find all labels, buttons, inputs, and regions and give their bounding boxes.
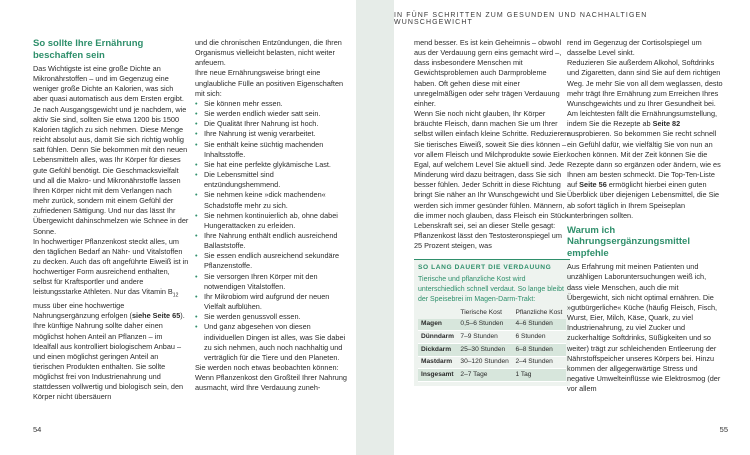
list-item: • Sie werden genussvoll essen.: [195, 312, 351, 322]
info-box-intro: Tierische und pflanzliche Kost wird unterschiedlich schnell verdaut. So lange bleibt der Speisebrei im Magen-Darm-Trakt:: [418, 276, 564, 303]
list-item: • Ihr Mikrobiom wird aufgrund der neuen Vielfalt aufblühen.: [195, 292, 351, 312]
paragraph: Reduzieren Sie außerdem Alkohol, Softdrinks und Zigaretten, dann sind Sie auf dem richtigen Weg. Je mehr Sie von all dem weglassen, desto mehr trägt Ihre Ernährung zum Erreichen Ihres Wunschgewichts und zu Ihrer Gesundheit bei.: [567, 58, 723, 108]
paragraph: [567, 109, 723, 221]
paragraph: und die chronischen Entzündungen, die Ihren Organismus vielleicht belasten, nicht weiter anfeuern.: [195, 38, 342, 68]
list-item: • Sie nehmen kontinuierlich ab, ohne dabei Hungerattacken zu erleiden.: [195, 211, 351, 231]
table-header-row: [418, 308, 566, 319]
paragraph-text: In hochwertiger Pflanzenkost steckt alles, um den täglichen Bedarf an Nähr- und Vitalstoffen zu decken. Auch das oft angeführte Eiweiß ist in hochwertiger Form ausreichend enthalten, selbst für Kraftsportler und andere leistungsstarke Athleten. Nur das Vitamin B: [33, 236, 189, 297]
subscript: 12: [172, 292, 179, 299]
paragraph: rend im Gegenzug der Cortisolspiegel um dasselbe Level sinkt.: [567, 38, 702, 58]
list-item: • Sie können mehr essen.: [195, 99, 351, 109]
table-row: [418, 331, 566, 344]
table-cell: 2–4 Stunden: [512, 356, 566, 369]
list-item: • Und ganz abgesehen von diesen individuellen Dingen ist alles, was Sie dabei zu sich nehmen, auch noch nachhaltig und verträglich für die Tiere und den Planeten.: [195, 322, 351, 363]
list-item: • Die Qualität Ihrer Nahrung ist hoch.: [195, 119, 351, 129]
page-number-left: 54: [33, 425, 42, 434]
paragraph-text: ausprobieren. So bekommen Sie recht schnell ein Gefühl dafür, wie vielfältig Sie von nun an kochen können. Mit der Zeit können Sie die Rezepte dann so ergänzen oder ändern, wie es Ihnen am besten schmeckt. Die Top-Ten-Liste auf: [567, 129, 721, 190]
right-column-2: [567, 38, 723, 394]
row-label: Dünndarm: [418, 331, 457, 344]
list-item: • Sie enthält keine süchtig machenden Inhaltsstoffe.: [195, 140, 351, 160]
paragraph: [33, 237, 189, 403]
section-heading-supplements: Warum ich Nahrungsergänzungsmittel empfehle: [567, 224, 690, 259]
list-item: • Die Lebensmittel sind entzündungshemmend.: [195, 170, 351, 190]
list-item: • Sie essen endlich ausreichend sekundäre Pflanzenstoffe.: [195, 251, 351, 271]
section-heading-nutrition: So sollte Ihre Ernährung beschaffen sein: [33, 38, 144, 61]
page-reference: siehe Seite 65: [131, 311, 181, 321]
table-cell: 6 Stunden: [512, 331, 566, 344]
paragraph-text: ermöglicht hierbei einen guten Überblick über diejenigen Lebensmittel, die Sie ab sofort täglich in Ihrem Speiseplan unterbringen sollten.: [567, 180, 720, 220]
table-row: [418, 319, 566, 331]
paragraph: mend besser. Es ist kein Geheimnis – obwohl aus der Verdauung gern eins gemacht wird –, dass insbesondere Menschen mit Gewichtsproblemen auch Darmprobleme haben. Oft gehen diese mit einer unregelmäßigen oder sehr trägen Verdauung einher.: [414, 38, 562, 108]
paragraph: Wenn Sie noch nicht glauben, Ihr Körper bräuchte Fleisch, dann machen Sie um Ihrer selbst willen einfach kleine Schritte. Reduzieren Sie tierisches Eiweiß, soweit Sie dies können – vor allem Fleisch und Milchprodukte sowie Eier. Egal, auf welchem Level Sie aktuell sind. Jede Minderung wird dazu beitragen, dass Sie sich besser fühlen. Jeder Schritt in diese Richtung bringt Sie näher an Ihr Wunschgewicht und Sie werden sich immer gesünder fühlen. Männern, die immer noch glauben, dass Fleisch ein Stück Lebenskraft sei, sei an dieser Stelle gesagt: Pflanzenkost lässt den Testosteronspiegel um 25 Prozent steigen, was: [414, 109, 569, 251]
list-item: • Sie versorgen Ihren Körper mit den notwendigen Vitalstoffen.: [195, 272, 351, 292]
left-page: [0, 0, 356, 455]
benefits-list: [195, 99, 351, 363]
table-cell: 30–120 Stunden: [457, 356, 512, 369]
row-label: Insgesamt: [418, 369, 457, 382]
digestion-table: [418, 308, 566, 382]
table-cell: 6–8 Stunden: [512, 344, 566, 357]
paragraph: Sie werden noch etwas beobachten können: Wenn Pflanzenkost den Großteil Ihrer Nahrung ausmacht, wird Ihre Verdauung zuneh-: [195, 363, 347, 393]
table-cell: 25–30 Stunden: [457, 344, 512, 357]
left-column-1: [33, 38, 189, 403]
table-header: Tierische Kost: [460, 309, 502, 317]
paragraph-text: ). Ihre künftige Nahrung sollte daher einen möglichst hohen Anteil an Pflanzen – im Idealfall aus kontrolliert biologischem Anbau – und einen möglichst geringen Anteil an tierischen Produkten enthalten. Sie sollte möglichst frei von Industrienahrung und stattdessen vollwertig und biologisch sein, den Körper nicht übersäuern: [33, 311, 185, 402]
table-header: Pflanzliche Kost: [515, 309, 563, 317]
table-row: [418, 369, 566, 382]
page-reference: Seite 82: [652, 119, 681, 129]
table-cell: 2–7 Tage: [457, 369, 512, 382]
table-row: [418, 344, 566, 357]
table-header: [418, 308, 457, 319]
right-page: [394, 0, 750, 455]
info-box-title: SO LANG DAUERT DIE VERDAUUNG: [418, 264, 552, 272]
table-cell: 1 Tag: [512, 369, 566, 382]
page-reference: Seite 56: [579, 180, 607, 190]
list-item: • Ihre Nahrung ist wenig verarbeitet.: [195, 129, 351, 139]
table-row: [418, 356, 566, 369]
row-label: Mastdarm: [418, 356, 457, 369]
list-item: • Sie hat eine perfekte glykämische Last.: [195, 160, 351, 170]
list-item: • Ihre Nahrung enthält endlich ausreichend Ballaststoffe.: [195, 231, 351, 251]
left-column-2: [195, 38, 351, 393]
table-cell: 7–9 Stunden: [457, 331, 512, 344]
paragraph-text: Am leichtesten fällt die Ernährungsumstellung, indem Sie die Rezepte ab: [567, 109, 718, 129]
paragraph: Aus Erfahrung mit meinen Patienten und unzähligen Laboruntersuchungen weiß ich, dass viele Menschen, auch die mit Übergewicht, sich nicht optimal ernähren. Die »gutbürgerliche« Küche (häufig Fleisch, Fisch, Wurst, Eier, Milch, Käse, Quark, zu viel Industrienahrung, zu viel Zucker und zuckerhaltige Softdrinks, Süßigkeiten und so weiter) trägt zur schleichenden Entleerung der Nährstoffspeicher unseres Körpers bei. Hinzu kommen der allgegenwärtige Stress und negative Umwelteinflüsse wie Elektrosmog (der vor allem: [567, 262, 721, 394]
paragraph-text: Das Wichtigste ist eine große Dichte an Mikronährstoffen – und im Gegenzug eine weniger große Dichte an Kalorien, was sich aber quasi automatisch aus dem Ersten ergibt. Je nach Ausgangsgewicht und je nachdem, wie aktiv Sie sind, sollten Sie etwa 1200 bis 1500 Kalorien täglich zu sich nehmen. Diese Menge reicht absolut aus, damit Sie sich richtig wohlig satt fühlen. Denn Sie bekommen mit den neuen Lebensmitteln alles, was Ihr Körper für dieses gute Gefühl benötigt. Die Geschmacksvielfalt und all die Makro- und Mikronährstoffe lassen Ihren Körper nicht mit dem Verlangen nach mehr zurück, sondern mit einem Gefühl der zufriedenen Sättigung. Und nur das lässt Ihr Übergewicht dahinschmelzen wie Schnee in der Sonne.: [33, 64, 189, 236]
row-label: Dickdarm: [418, 344, 457, 357]
paragraph: [33, 64, 189, 237]
right-column-1: [414, 38, 570, 386]
table-cell: 0,5–6 Stunden: [457, 319, 512, 331]
digestion-info-box: [414, 259, 570, 386]
row-label: Magen: [418, 319, 457, 331]
list-item: • Sie werden endlich wieder satt sein.: [195, 109, 351, 119]
paragraph: Ihre neue Ernährungsweise bringt eine unglaubliche Fülle an positiven Eigenschaften mit sich:: [195, 68, 344, 98]
page-gutter: [356, 0, 394, 455]
paragraph-text: muss über eine hochwertige Nahrungsergänzung erfolgen (: [33, 301, 132, 321]
running-head: IN FÜNF SCHRITTEN ZUM GESUNDEN UND NACHHALTIGEN WUNSCHGEWICHT: [394, 12, 648, 26]
list-item: • Sie nehmen keine »dick machenden« Schadstoffe mehr zu sich.: [195, 190, 351, 210]
table-cell: 4–6 Stunden: [512, 319, 566, 331]
page-number-right: 55: [719, 425, 728, 434]
